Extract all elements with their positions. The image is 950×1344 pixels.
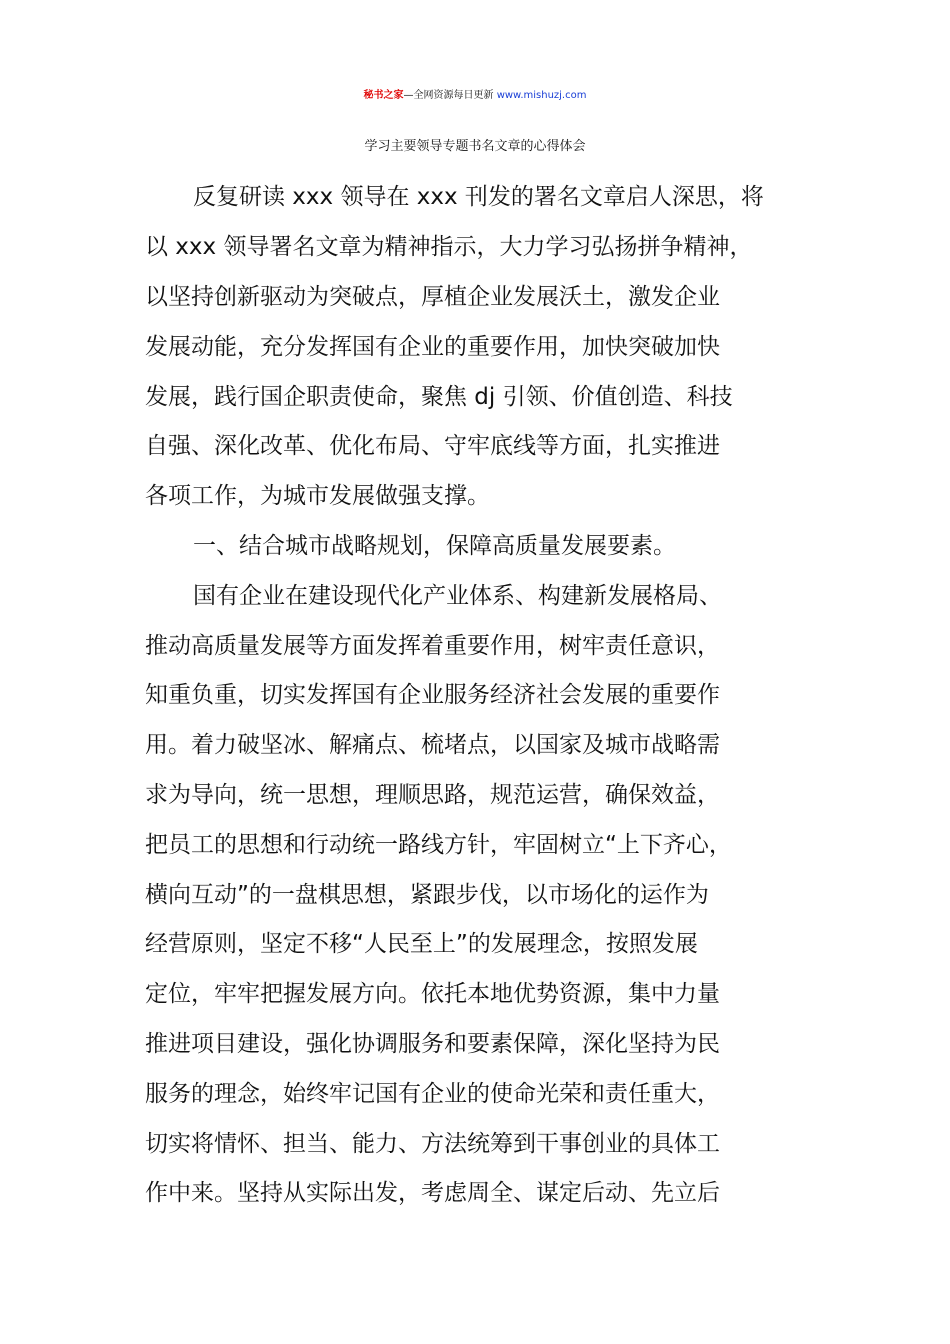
paragraph-line: 经营原则，坚定不移“人民至上”的发展理念，按照发展 (145, 931, 698, 957)
paragraph-line: 发展动能，充分发挥国有企业的重要作用，加快突破加快 (145, 334, 720, 360)
paragraph-line: 反复研读 xxx 领导在 xxx 刊发的署名文章启人深思，将 (193, 184, 764, 210)
paragraph-line: 发展，践行国企职责使命，聚焦 dj 引领、价值创造、科技 (145, 384, 733, 410)
paragraph-line: 以坚持创新驱动为突破点，厚植企业发展沃土，激发企业 (145, 284, 720, 310)
paragraph-line: 推进项目建设，强化协调服务和要素保障，深化坚持为民 (145, 1031, 720, 1057)
paragraph-line: 以 xxx 领导署名文章为精神指示，大力学习弘扬拼争精神， (145, 234, 753, 260)
paragraph-line: 定位，牢牢把握发展方向。依托本地优势资源，集中力量 (145, 981, 720, 1007)
site-brand: 秘书之家 (363, 90, 404, 101)
site-url-link[interactable]: www.mishuzj.com (496, 90, 587, 101)
paragraph-line: 各项工作，为城市发展做强支撑。 (145, 483, 490, 509)
site-header (0, 80, 950, 112)
site-tagline: —全网资源每日更新 (403, 90, 494, 101)
paragraph-line: 国有企业在建设现代化产业体系、构建新发展格局、 (193, 583, 722, 609)
paragraph-line: 知重负重，切实发挥国有企业服务经济社会发展的重要作 (145, 682, 720, 708)
paragraph-line: 自强、深化改革、优化布局、守牢底线等方面，扎实推进 (145, 433, 720, 459)
document-title: 学习主要领导专题书名文章的心得体会 (364, 139, 586, 154)
section-heading: 一、结合城市战略规划，保障高质量发展要素。 (193, 533, 676, 559)
paragraph-line: 用。着力破坚冰、解痛点、梳堵点，以国家及城市战略需 (145, 732, 720, 758)
paragraph-line: 切实将情怀、担当、能力、方法统筹到干事创业的具体工 (145, 1131, 720, 1157)
paragraph-line: 作中来。坚持从实际出发，考虑周全、谋定后动、先立后 (145, 1180, 720, 1206)
paragraph-line: 把员工的思想和行动统一路线方针，牢固树立“上下齐心， (145, 832, 732, 858)
paragraph-line: 服务的理念，始终牢记国有企业的使命光荣和责任重大， (145, 1081, 720, 1107)
paragraph-line: 求为导向，统一思想，理顺思路，规范运营，确保效益， (145, 782, 720, 808)
paragraph-line: 横向互动”的一盘棋思想，紧跟步伐，以市场化的运作为 (145, 882, 709, 908)
paragraph-line: 推动高质量发展等方面发挥着重要作用，树牢责任意识， (145, 633, 720, 659)
